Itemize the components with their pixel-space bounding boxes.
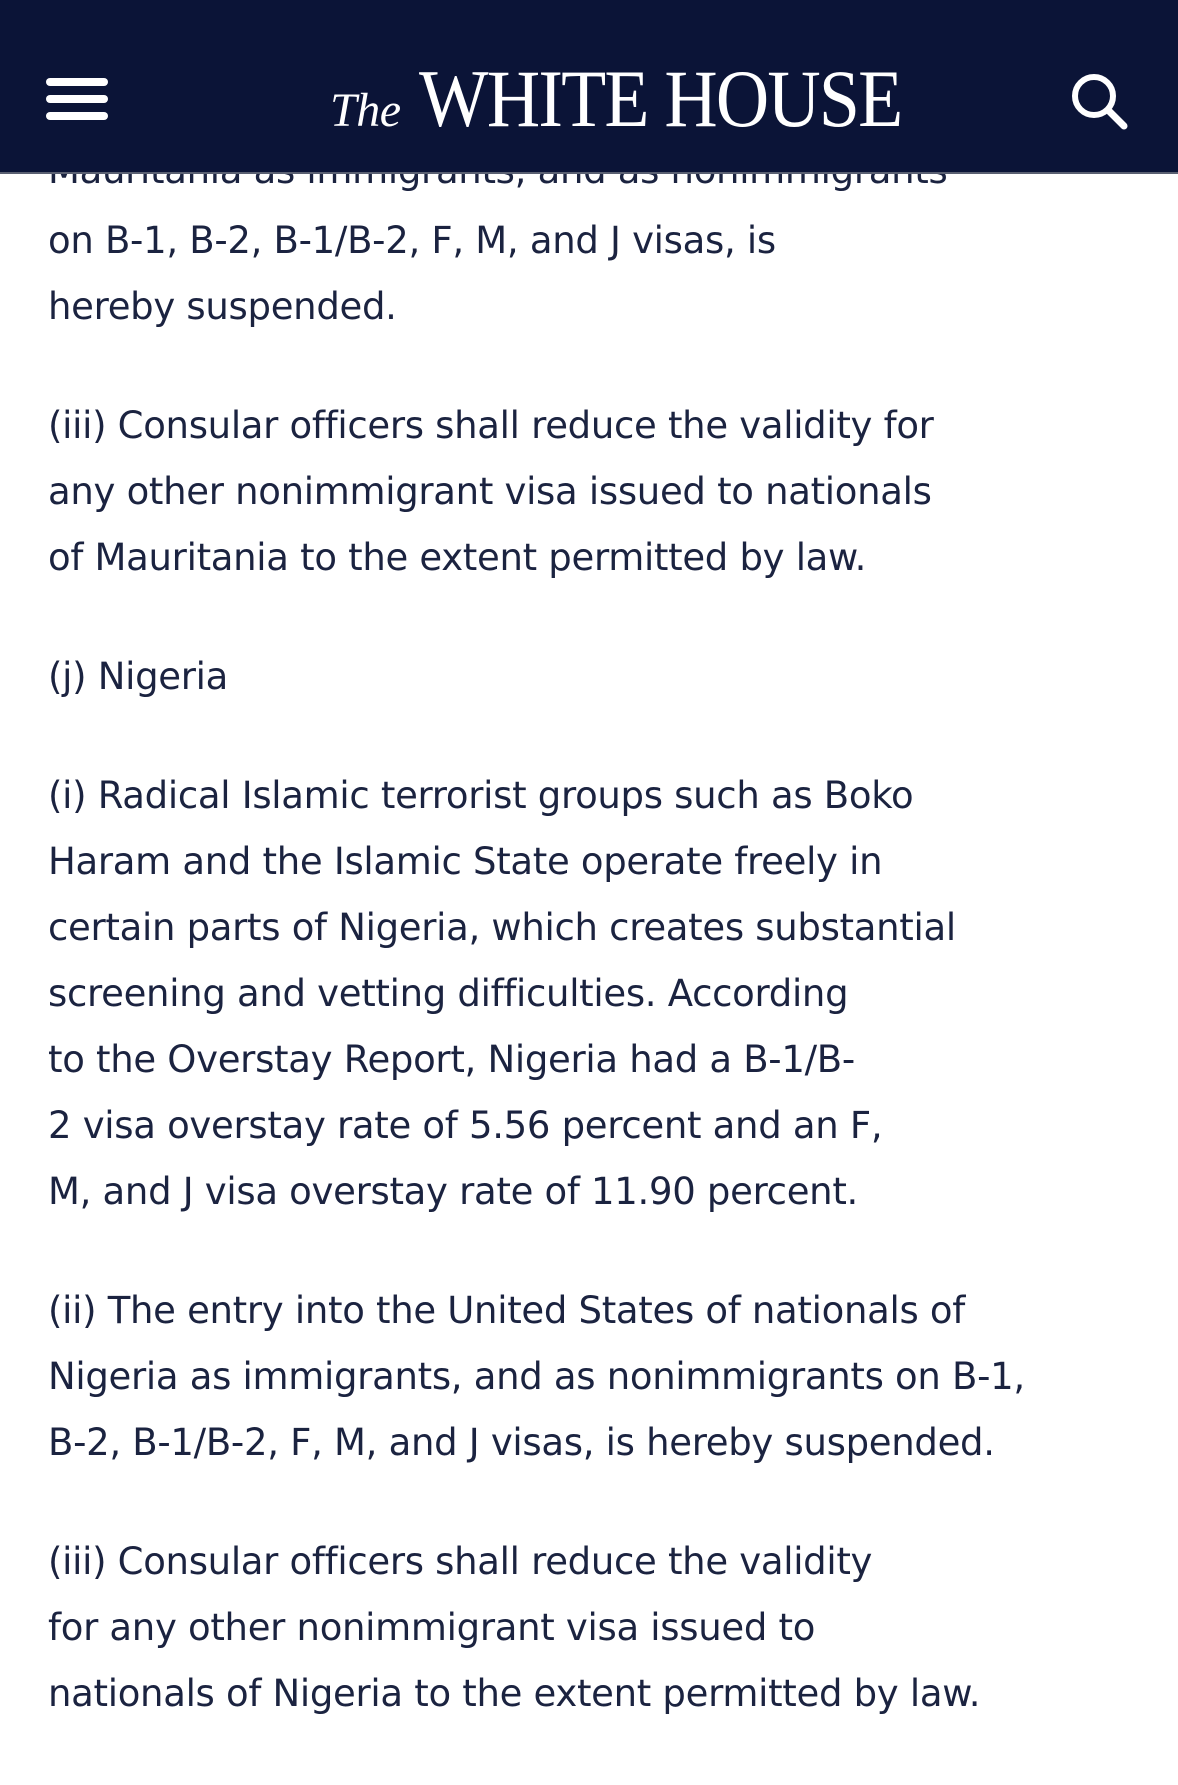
article-line: to the Overstay Report, Nigeria had a B-1/B-: [48, 1038, 855, 1081]
article-line: (iii) Consular officers shall reduce the validity for: [48, 404, 934, 447]
article-line: M, and J visa overstay rate of 11.90 percent.: [48, 1170, 859, 1213]
article-line: 2 visa overstay rate of 5.56 percent and an F,: [48, 1104, 883, 1147]
article-line: (ii) The entry into the United States of nationals of: [48, 1289, 965, 1332]
site-header: [0, 0, 1178, 174]
site-logo[interactable]: [330, 52, 954, 142]
search-icon[interactable]: [1068, 70, 1130, 132]
article-line: nationals of Nigeria to the extent permitted by law.: [48, 1672, 981, 1715]
article-line: of Mauritania to the extent permitted by law.: [48, 536, 867, 579]
article-line: (iii) Consular officers shall reduce the validity: [48, 1540, 873, 1583]
article-line: B-2, B-1/B-2, F, M, and J visas, is hereby suspended.: [48, 1421, 995, 1464]
article-line: on B-1, B-2, B-1/B-2, F, M, and J visas, is: [48, 219, 776, 262]
logo-prefix: The: [330, 84, 401, 137]
article-line: (i) Radical Islamic terrorist groups such as Boko: [48, 774, 914, 817]
article-line: certain parts of Nigeria, which creates substantial: [48, 906, 956, 949]
article-line: screening and vetting difficulties. According: [48, 972, 849, 1015]
article-line: Haram and the Islamic State operate freely in: [48, 840, 883, 883]
article-line: hereby suspended.: [48, 285, 397, 328]
logo-title: WHITE HOUSE: [418, 53, 901, 144]
hamburger-menu-icon[interactable]: [46, 78, 108, 120]
article-line: for any other nonimmigrant visa issued to: [48, 1606, 816, 1649]
article-line: any other nonimmigrant visa issued to nationals: [48, 470, 932, 513]
article-line: Nigeria as immigrants, and as nonimmigrants on B-1,: [48, 1355, 1025, 1398]
section-heading: (j) Nigeria: [48, 655, 228, 698]
